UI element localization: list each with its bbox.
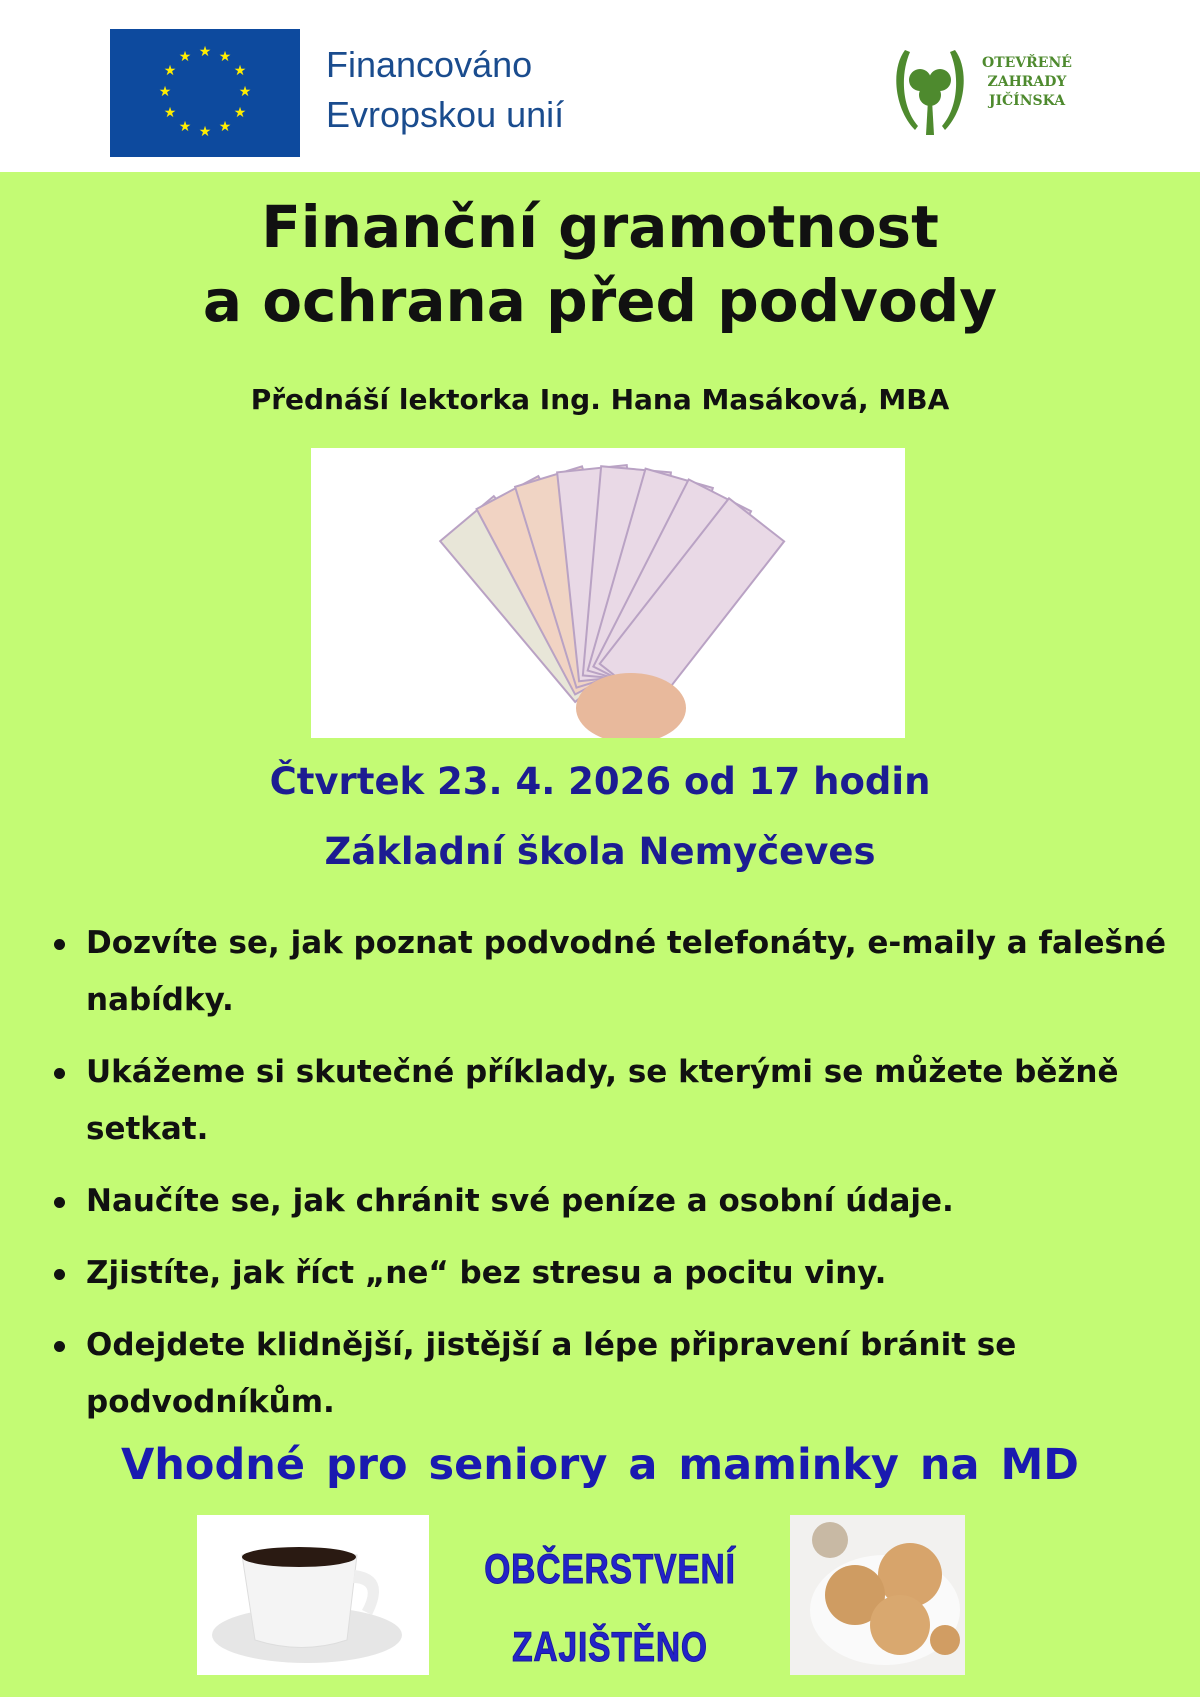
bullet-icon [54,939,65,950]
logo-line: ZAHRADY [987,74,1067,90]
refreshments-line2: ZAJIŠTĚNO [512,1623,708,1670]
svg-text:★: ★ [198,124,212,140]
clover-icon [890,40,970,140]
list-item-text: Naučíte se, jak chránit své peníze a osobní údaje. [86,1183,954,1219]
svg-text:★: ★ [163,63,177,79]
partner-logo [890,40,1100,140]
refreshments-notice [474,1530,746,1686]
eu-flag-icon [110,29,300,157]
refreshments-line1: OBČERSTVENÍ [484,1545,736,1592]
bullet-icon [54,1269,65,1280]
list-item-text: Zjistíte, jak říct „ne“ bez stresu a pocitu viny. [86,1255,887,1291]
benefits-list [50,915,1170,1446]
eu-text-line2: Evropskou unií [326,94,565,135]
lecturer: Přednáší lektorka Ing. Hana Masáková, MBA [250,383,950,416]
bullet-icon [54,1068,65,1079]
title-line1: Finanční gramotnost [261,193,939,261]
svg-text:★: ★ [178,119,192,135]
eu-funding-text [326,40,564,140]
svg-text:★: ★ [178,49,192,65]
page-title [0,190,1200,338]
svg-text:★: ★ [233,105,247,121]
list-item [50,1044,1170,1158]
logo-line: JIČÍNSKA [988,93,1066,109]
event-place: Základní škola Nemyčeves [324,830,876,873]
svg-text:★: ★ [158,84,172,100]
partner-logo-text [982,54,1072,111]
event-date: Čtvrtek 23. 4. 2026 od 17 hodin [269,760,931,803]
svg-text:★: ★ [163,105,177,121]
list-item [50,1245,1170,1302]
list-item-text: Odejdete klidnější, jistější a lépe připravení bránit se podvodníkům. [86,1327,1017,1420]
header [0,0,1200,172]
eu-text-line1: Financováno [326,44,533,85]
list-item [50,1317,1170,1431]
bullet-icon [54,1197,65,1208]
banknotes-image [311,448,905,738]
list-item-text: Dozvíte se, jak poznat podvodné telefonáty, e-maily a falešné nabídky. [86,925,1167,1018]
audience-text: Vhodné pro seniory a maminky na MD [121,1440,1079,1490]
list-item [50,915,1170,1029]
svg-text:★: ★ [238,84,252,100]
svg-text:★: ★ [218,49,232,65]
svg-text:★: ★ [233,63,247,79]
logo-line: OTEVŘENÉ [982,55,1072,71]
bullet-icon [54,1341,65,1352]
title-line2: a ochrana před podvody [202,267,998,335]
svg-text:★: ★ [198,44,212,60]
coffee-cup-image [197,1515,429,1675]
list-item-text: Ukážeme si skutečné příklady, se kterými se můžete běžně setkat. [86,1054,1119,1147]
list-item [50,1173,1170,1230]
cookies-image [790,1515,965,1675]
svg-text:★: ★ [218,119,232,135]
